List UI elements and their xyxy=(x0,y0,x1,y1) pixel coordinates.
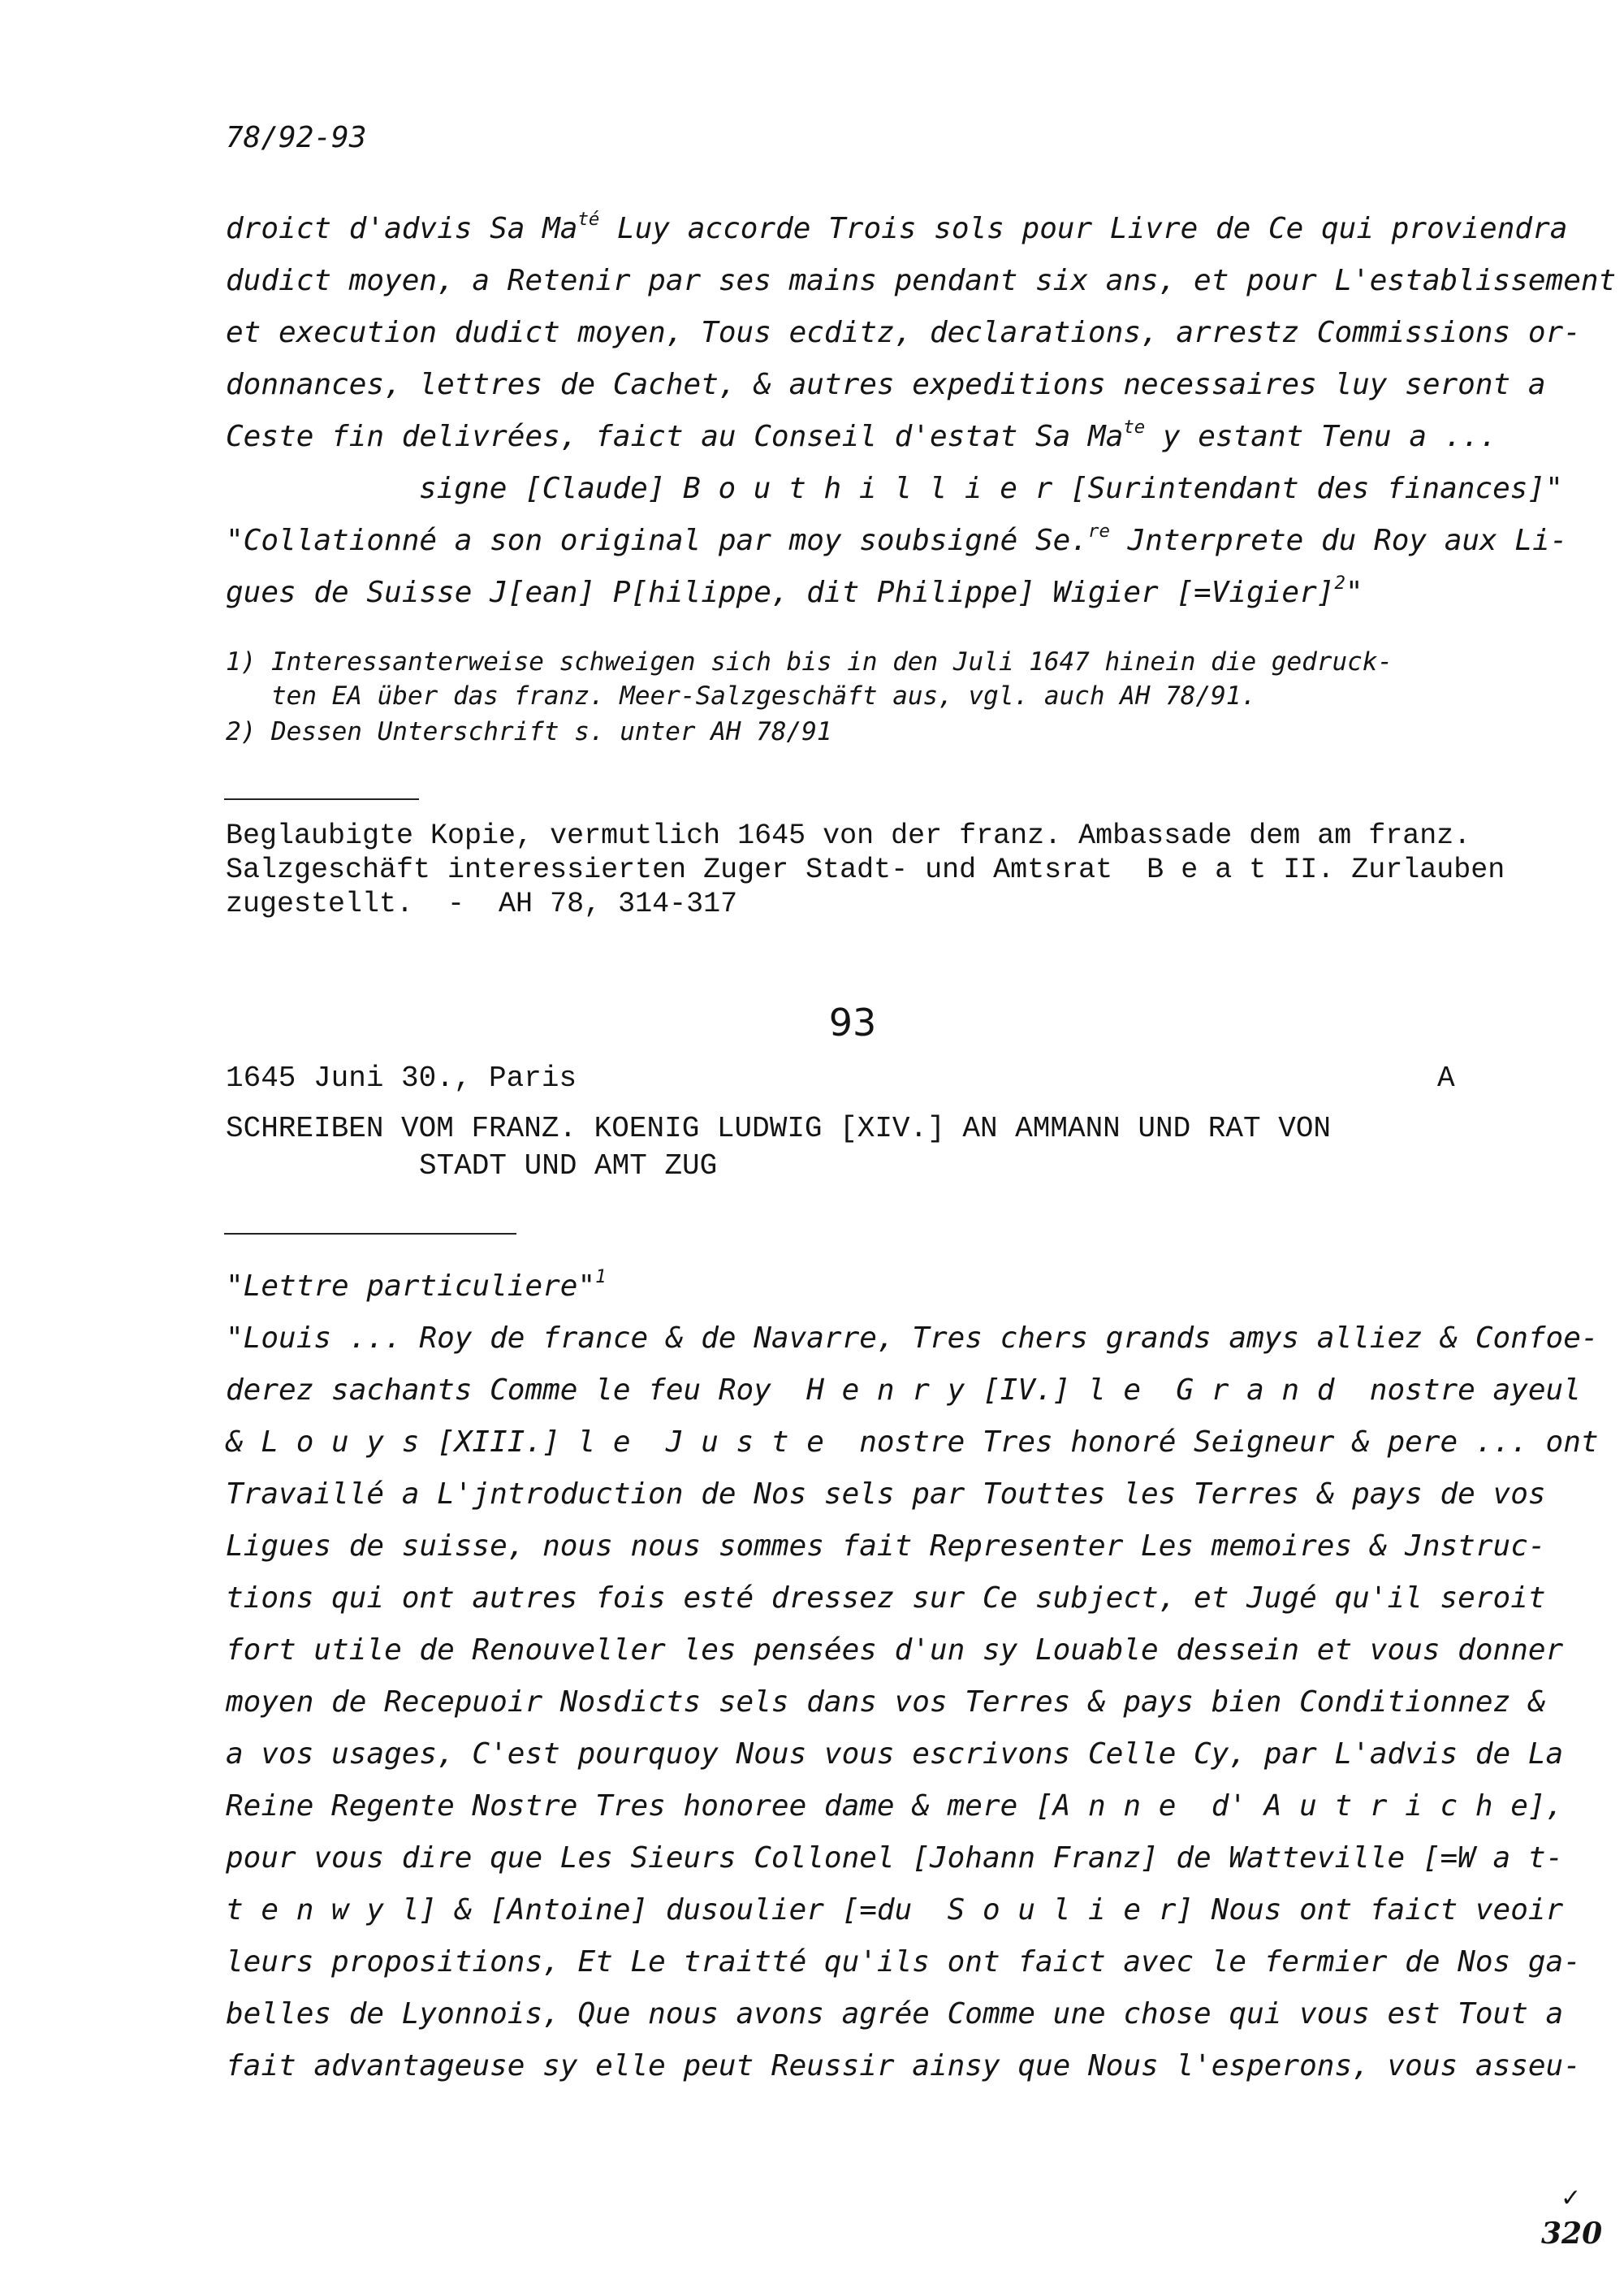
text-line: moyen de Recepuoir Nosdicts sels dans vos Terres & pays bien Conditionnez & xyxy=(226,1685,1546,1719)
divider xyxy=(224,798,419,800)
page-number: 320 xyxy=(1541,2217,1603,2251)
text-line: fait advantageuse sy elle peut Reussir ainsy que Nous l'esperons, vous asseu- xyxy=(226,2049,1581,2083)
text-line: donnances, lettres de Cachet, & autres expeditions necessaires luy seront a xyxy=(226,368,1546,401)
signature-line: signe [Claude] B o u t h i l l i e r [Surintendant des finances]" xyxy=(419,472,1563,505)
text-line: gues de Suisse J[ean] P[hilippe, dit Philippe] Wigier [=Vigier]$^2$" xyxy=(226,572,1363,609)
text-line: "Louis ... Roy de france & de Navarre, Tres chers grands amys alliez & Confoe- xyxy=(226,1321,1599,1355)
text-line: belles de Lyonnois, Que nous avons agrée Comme une chose qui vous est Tout a xyxy=(226,1997,1564,2031)
document-title: SCHREIBEN VOM FRANZ. KOENIG LUDWIG [XIV.] AN AMMANN UND RAT VON xyxy=(226,1112,1332,1145)
source-citation: zugestellt. - AH 78, 314-317 xyxy=(226,888,738,920)
text-line: tions qui ont autres fois esté dressez sur Ce subject, et Jugé qu'il seroit xyxy=(226,1581,1546,1615)
text-line: Ceste fin delivrées, faict au Conseil d'estat Sa $Ma^{te}$ y estant Tenu a ... xyxy=(226,416,1497,453)
source-citation: Beglaubigte Kopie, vermutlich 1645 von der franz. Ambassade dem am franz. xyxy=(226,820,1471,852)
text-line: a vos usages, C'est pourquoy Nous vous escrivons Celle Cy, par L'advis de La xyxy=(226,1737,1564,1771)
text-line: pour vous dire que Les Sieurs Collonel [Johann Franz] de Watteville [=W a t- xyxy=(226,1841,1564,1875)
text-line: t e n w y l] & [Antoine] dusoulier [=du S o u l i e r] Nous ont faict veoir xyxy=(226,1893,1564,1927)
document-date-place: 1645 Juni 30., Paris xyxy=(226,1062,577,1095)
text-line: Ligues de suisse, nous nous sommes fait Representer Les memoires & Jnstruc- xyxy=(226,1529,1546,1563)
text-line: fort utile de Renouveller les pensées d'un sy Louable dessein et vous donner xyxy=(226,1633,1564,1667)
text-line: Travaillé a L'jntroduction de Nos sels par Touttes les Terres & pays de vos xyxy=(226,1477,1546,1511)
document-category: A xyxy=(1437,1062,1455,1095)
page-reference: 78/92-93 xyxy=(226,121,367,154)
text-line: "Collationné a son original par moy soubsigné Se.$^{re}$ Jnterprete du Roy aux Li- xyxy=(226,520,1568,557)
text-line: dudict moyen, a Retenir par ses mains pendant six ans, et pour L'establissement xyxy=(226,264,1617,297)
text-line: & L o u y s [XIII.] l e J u s t e nostre Tres honoré Seigneur & pere ... ont xyxy=(226,1425,1599,1459)
text-line: Reine Regente Nostre Tres honoree dame & mere [A n n e d' A u t r i c h e], xyxy=(226,1789,1564,1823)
document-number: 93 xyxy=(828,1001,877,1045)
footnote: ten EA über das franz. Meer-Salzgeschäft aus, vgl. auch AH 78/91. xyxy=(226,681,1257,711)
footnote: 2) Dessen Unterschrift s. unter AH 78/91 xyxy=(226,717,832,746)
text-line: droict d'advis Sa $Ma^{té}$ Luy accorde Trois sols pour Livre de Ce qui proviendra xyxy=(226,208,1568,245)
divider xyxy=(224,1233,516,1235)
text-line: leurs propositions, Et Le traitté qu'ils ont faict avec le fermier de Nos ga- xyxy=(226,1945,1581,1979)
text-line: derez sachants Comme le feu Roy H e n r y [IV.] l e G r a n d nostre ayeul xyxy=(226,1373,1581,1407)
text-line: et execution dudict moyen, Tous ecditz, declarations, arrestz Commissions or- xyxy=(226,316,1581,349)
footnote: 1) Interessanterweise schweigen sich bis in den Juli 1647 hinein die gedruck- xyxy=(226,647,1393,677)
document-title: STADT UND AMT ZUG xyxy=(419,1149,718,1183)
letter-heading: "Lettre particuliere"$^1$ xyxy=(226,1265,607,1303)
source-citation: Salzgeschäft interessierten Zuger Stadt- und Amtsrat B e a t II. Zurlauben xyxy=(226,854,1505,886)
check-mark: ✓ xyxy=(1561,2184,1582,2212)
